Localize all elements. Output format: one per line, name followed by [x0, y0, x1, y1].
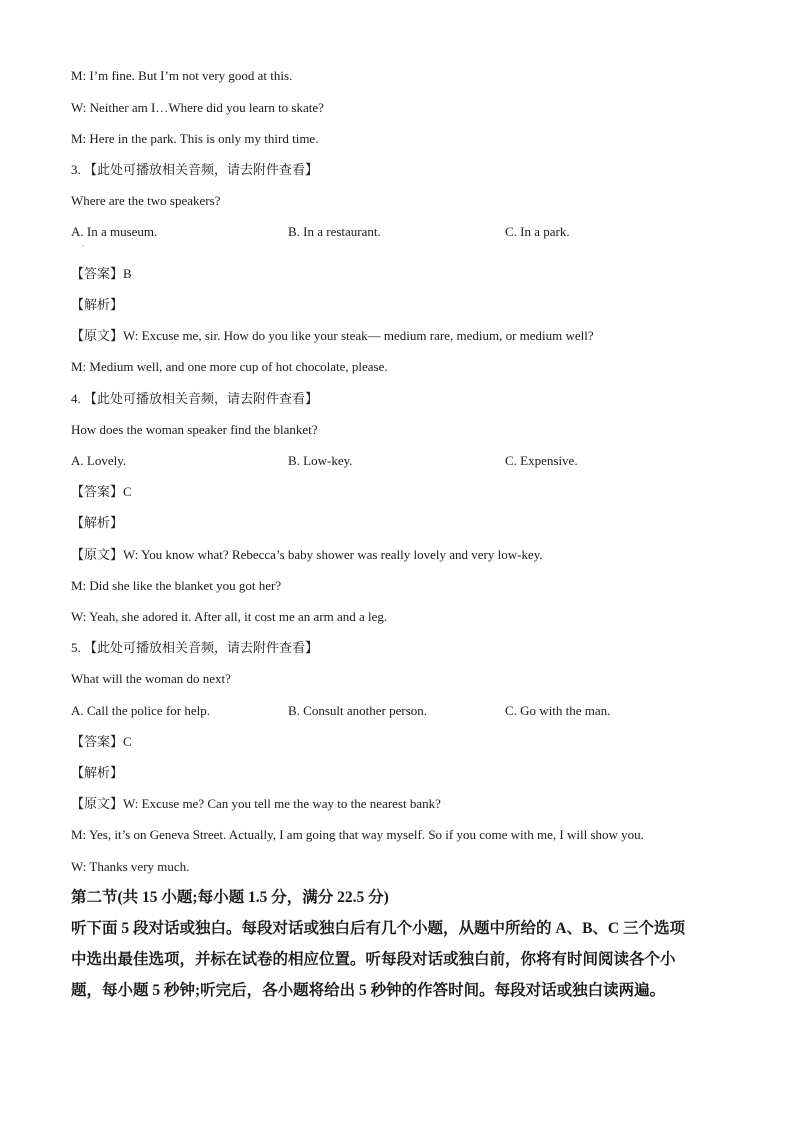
- section-instructions-line: 听下面 5 段对话或独白。每段对话或独白后有几个小题，从题中所给的 A、B、C 三个选项: [71, 920, 685, 937]
- q5-analysis-label: 【解析】: [71, 765, 124, 780]
- q4-option-a: A. Lovely.: [71, 453, 127, 468]
- q4-option-c: C. Expensive.: [505, 453, 578, 468]
- q3-option-a: A. In a museum.: [71, 224, 158, 239]
- q3-analysis-label: 【解析】: [71, 297, 124, 312]
- dialogue-line: M: Yes, it’s on Geneva Street. Actually, I am going that way myself. So if you come with me, I will show you.: [71, 827, 644, 842]
- dialogue-line: M: I’m fine. But I’m not very good at this.: [71, 68, 293, 83]
- dialogue-line: W: Yeah, she adored it. After all, it cost me an arm and a leg.: [71, 609, 388, 624]
- q3-option-c: C. In a park.: [505, 224, 570, 239]
- q3-answer: 【答案】B: [71, 266, 132, 281]
- dialogue-line: M: Did she like the blanket you got her?: [71, 578, 282, 593]
- q5-option-c: C. Go with the man.: [505, 703, 611, 718]
- section-instructions-line: 中选出最佳选项，并标在试卷的相应位置。听每段对话或独白前，你将有时间阅读各个小: [71, 951, 676, 968]
- q3-transcript: 【原文】W: Excuse me, sir. How do you like your steak— medium rare, medium, or medium well?: [71, 328, 594, 343]
- q5-option-a: A. Call the police for help.: [71, 703, 210, 718]
- stray-mark-icon: ˊ: [82, 244, 85, 253]
- q4-option-b: B. Low-key.: [288, 453, 353, 468]
- q4-answer: 【答案】C: [71, 484, 132, 499]
- q4-transcript: 【原文】W: You know what? Rebecca’s baby shower was really lovely and very low-key.: [71, 547, 543, 562]
- dialogue-line: W: Neither am I…Where did you learn to skate?: [71, 100, 324, 115]
- dialogue-line: M: Here in the park. This is only my third time.: [71, 131, 319, 146]
- question-3-audio-note: 3. 【此处可播放相关音频，请去附件查看】: [71, 162, 319, 177]
- dialogue-line: W: Thanks very much.: [71, 859, 190, 874]
- q4-analysis-label: 【解析】: [71, 515, 124, 530]
- section-instructions-line: 题，每小题 5 秒钟;听完后，各小题将给出 5 秒钟的作答时间。每段对话或独白读两遍。: [71, 982, 666, 999]
- dialogue-line: M: Medium well, and one more cup of hot chocolate, please.: [71, 359, 388, 374]
- q5-option-b: B. Consult another person.: [288, 703, 428, 718]
- question-3-prompt: Where are the two speakers?: [71, 193, 221, 208]
- question-5-prompt: What will the woman do next?: [71, 671, 231, 686]
- section-heading: 第二节(共 15 小题;每小题 1.5 分，满分 22.5 分): [71, 889, 389, 906]
- question-4-prompt: How does the woman speaker find the blanket?: [71, 422, 318, 437]
- q5-transcript: 【原文】W: Excuse me? Can you tell me the way to the nearest bank?: [71, 796, 441, 811]
- question-5-audio-note: 5. 【此处可播放相关音频，请去附件查看】: [71, 640, 319, 655]
- q5-answer: 【答案】C: [71, 734, 132, 749]
- q3-option-b: B. In a restaurant.: [288, 224, 381, 239]
- question-4-audio-note: 4. 【此处可播放相关音频，请去附件查看】: [71, 391, 319, 406]
